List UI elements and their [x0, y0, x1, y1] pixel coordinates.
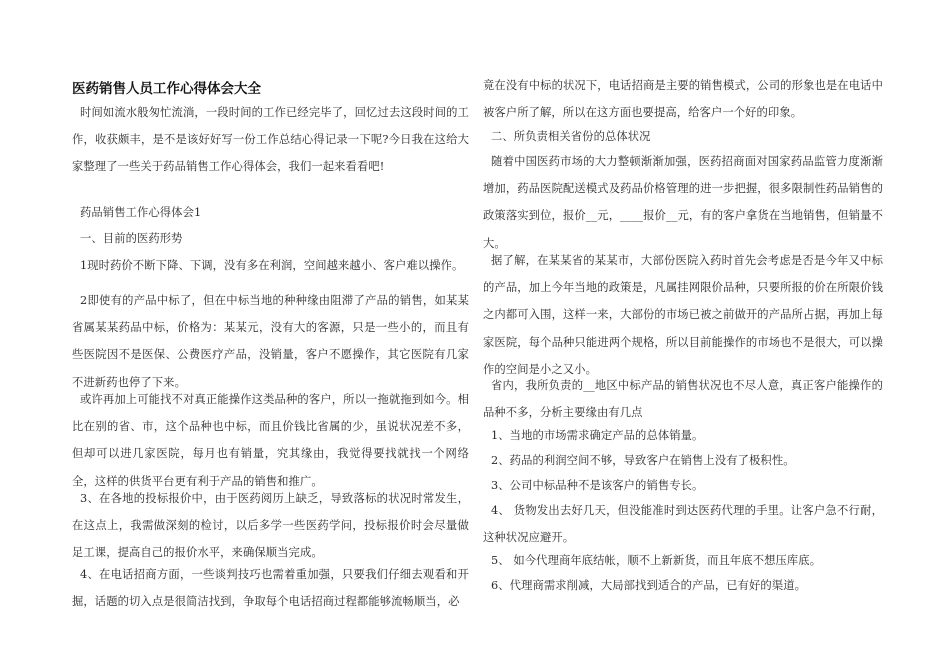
list-item-6: 6、代理商需求削减，大局部找到适合的产品，已有好的渠道。: [491, 579, 807, 592]
document-title: 医药销售人员工作心得体会大全: [72, 81, 261, 97]
section-heading-province-overview: 二、所负责相关省份的总体状况: [491, 130, 651, 143]
paragraph-region-sales: 省内，我所负责的__地区中标产品的销售状况也不尽人意，真正客户能操作的品种不多，分析主要缘由有几点: [483, 379, 883, 420]
list-item-3: 3、公司中标品种不是该客户的销售专长。: [491, 479, 704, 492]
list-item-1: 1、当地的市场需求确定产品的总体销量。: [491, 429, 704, 442]
paragraph-item-3: 3、在各地的投标报价中，由于医药阅历上缺乏，导致落标的状况时常发生，在这点上，我需做深刻的检讨，以后多学一些医药学问，投标报价时会尽量做足工课，提高自己的报价水平，来确保顺当完成。: [72, 492, 469, 560]
paragraph-network-platform: 或许再加上可能找不对真正能操作这类品种的客户，所以一拖就拖到如今。相比在别的省、市，这个品种也中标，而且价钱比省属的少，虽说状况差不多，但却可以进几家医院，每月也有销量，究其缘由，我觉得要找就找一个网络全，这样的供货平台更有利于产品的销售和推广。: [72, 393, 469, 488]
paragraph-item-4: 4、在电话招商方面，一些谈判技巧也需着重加强，只要我们仔细去观看和开掘，话题的切入点是很简洁找到，争取每个电话招商过程都能够流畅顺当，必: [72, 568, 469, 609]
paragraph-item-1: 1现时药价不断下降、下调，没有多在利润，空间越来越小、客户难以操作。: [80, 259, 464, 272]
paragraph-market-rectification: 随着中国医药市场的大力整顿渐渐加强，医药招商面对国家药品监管力度渐渐增加，药品医院配送模式及药品价格管理的进一步把握，很多限制性药品销售的政策落实到位，报价__元，____报价__元，有的客户拿货在当地销售，但销量不大。: [483, 155, 883, 250]
list-item-2: 2、药品的利润空间不够，导致客户在销售上没有了极积性。: [491, 454, 795, 467]
list-item-4: 4、 货物发出去好几天，但没能准时到达医药代理的手里。让客户急不行耐，这种状况应避开。: [483, 504, 883, 545]
paragraph-item-2: 2即使有的产品中标了，但在中标当地的种种缘由阻滞了产品的销售，如某某省属某某药品中标，价格为：某某元，没有大的客源，只是一些小的，而且有些医院因不是医保、公费医疗产品，没销量，客户不愿操作，其它医院有几家不进新药也停了下来。: [72, 294, 469, 389]
paragraph-hospital-entry: 据了解，在某某省的某某市，大部份医院入药时首先会考虑是否是今年又中标的产品，加上今年当地的政策是，凡属挂网限价品种，只要所报的价在所限价钱之内都可入围，这样一来，大部份的市场已被之前做开的产品所占据，再加上每家医院，每个品种只能进两个规格，所以目前能操作的市场也不是很大，可以操作的空间是小之又小。: [483, 254, 883, 376]
paragraph-item-4-continued: 竟在没有中标的状况下，电话招商是主要的销售模式，公司的形象也是在电话中被客户所了解，所以在这方面也要提高，给客户一个好的印象。: [483, 79, 883, 120]
list-item-5: 5、 如今代理商年底结帐，顺不上新新货，而且年底不想压库底。: [491, 554, 822, 567]
intro-paragraph: 时间如流水般匆忙流淌，一段时间的工作已经完毕了，回忆过去这段时间的工作，收获颇丰，是不是该好好写一份工作总结心得记录一下呢?今日我在这给大家整理了一些关于药品销售工作心得体会，我们一起来看看吧!: [72, 106, 469, 174]
section-heading-current-situation: 一、目前的医药形势: [80, 232, 183, 245]
section-heading-experience-1: 药品销售工作心得体会1: [80, 206, 202, 219]
